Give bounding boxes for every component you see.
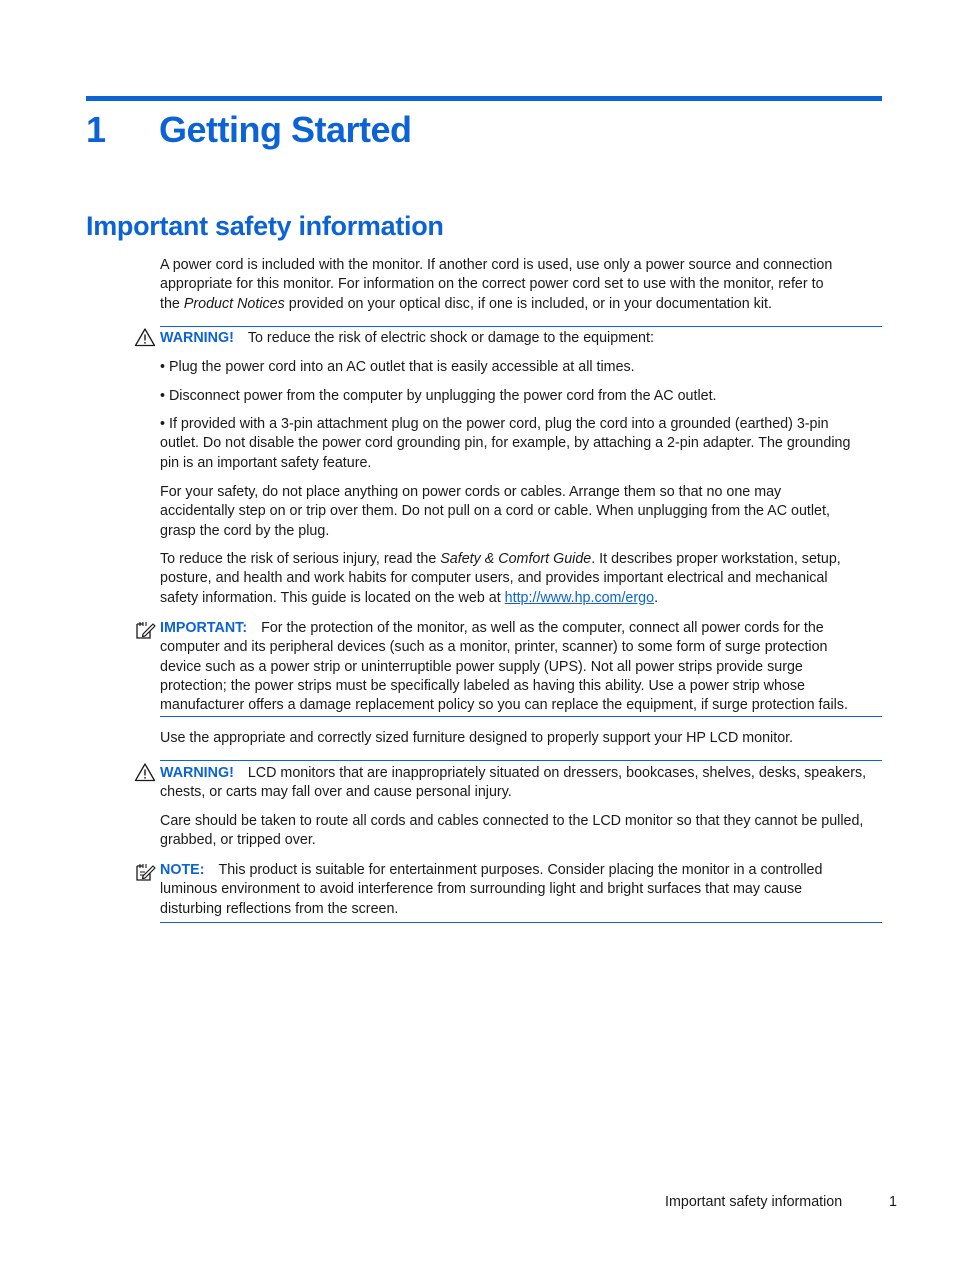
product-notices-title: Product Notices [183,295,285,312]
warning-label: WARNING! [160,765,234,781]
important-label: IMPORTANT: [160,620,248,636]
intro-line: A power cord is included with the monitor. If another cord is used, use only a power source and connection [160,257,833,273]
section-title: Important safety information [86,211,444,241]
chapter-number: 1 [86,109,107,150]
note-icon [134,862,156,882]
notice-bottom-rule [160,716,882,717]
comfort-guide-paragraph: To reduce the risk of serious injury, read the Safety & Comfort Guide. It describes proper workstation, setup, posture, and health and work habits for computer users, and provides important electrical and mechanical safety information. This guide is located on the web at http://www.hp.com/ergo. [160,551,841,606]
warning-icon [134,327,156,347]
intro-paragraph [160,256,882,314]
note-notice: NOTE: This product is suitable for entertainment purposes. Consider placing the monitor in a controlled luminous environment to avoid interference from surrounding light and bright surfaces that may cause disturbing reflections from the screen. [160,862,823,917]
warning-notice: WARNING! LCD monitors that are inappropriately situated on dressers, bookcases, shelves, desks, speakers, chests, or carts may fall over and cause personal injury. [160,765,867,801]
intro-line: the Product Notices provided on your optical disc, if one is included, or in your documentation kit. [160,295,772,312]
chapter-rule [86,96,882,101]
bullet-item: • Disconnect power from the computer by unplugging the power cord from the AC outlet. [160,388,717,404]
warning-top-rule [160,760,882,761]
warning-notice [160,329,882,348]
ergo-link[interactable]: http://www.hp.com/ergo [504,589,655,606]
comfort-guide-title: Safety & Comfort Guide [440,551,592,567]
notice-bottom-rule [160,922,882,923]
bullet-item: • Plug the power cord into an AC outlet that is easily accessible at all times. [160,359,635,375]
note-label: NOTE: [160,862,205,878]
warning-icon [134,762,156,782]
furniture-paragraph: Use the appropriate and correctly sized furniture designed to properly support your HP LCD monitor. [160,730,794,746]
page-number: 1 [889,1194,897,1210]
important-icon [134,620,156,640]
intro-line: appropriate for this monitor. For information on the correct power cord set to use with the monitor, refer to [160,276,824,293]
bullet-item: • If provided with a 3-pin attachment plug on the power cord, plug the cord into a grounded (earthed) 3-pin outlet. Do not disable the power cord grounding pin, for example, by attaching a 2-pin adapter. The grounding pin is an important safety feature. [160,416,851,471]
important-notice: IMPORTANT: For the protection of the monitor, as well as the computer, connect all power cords for the computer and its peripheral devices (such as a monitor, printer, scanner) to some form of surge protection device such as a power strip or uninterruptible power supply (UPS). Not all power strips provide surge protection; the power strips must be specifically labeled as having this ability. Use a power strip whose manufacturer offers a damage replacement policy so you can replace the equipment, if surge protection fails. [160,620,848,714]
safety-paragraph: For your safety, do not place anything on power cords or cables. Arrange them so that no one may accidentally step on or trip over them. Do not pull on a cord or cable. When unplugging from the AC outlet, grasp the cord by the plug. [160,484,830,539]
cable-paragraph: Care should be taken to route all cords and cables connected to the LCD monitor so that they cannot be pulled, grabbed, or tripped over. [160,813,864,849]
footer-section-name: Important safety information [665,1194,843,1210]
warning-text: To reduce the risk of electric shock or damage to the equipment: [247,330,654,346]
warning-label: WARNING! [160,330,234,346]
warning-top-rule [160,326,882,327]
chapter-title: Getting Started [159,109,412,150]
